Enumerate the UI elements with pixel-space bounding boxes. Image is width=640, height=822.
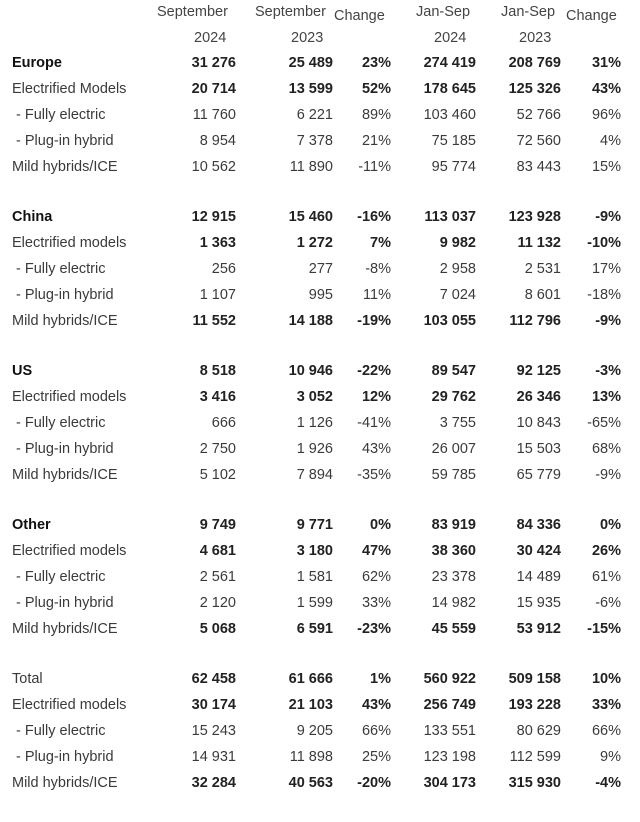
cell-change-ytd: 0% bbox=[600, 517, 621, 533]
table-row bbox=[0, 257, 640, 281]
cell-change-month: -11% bbox=[358, 159, 391, 175]
cell-jansep-2024: 26 007 bbox=[431, 441, 476, 457]
table-row bbox=[0, 155, 640, 179]
table-row bbox=[0, 565, 640, 589]
cell-change-ytd: 15% bbox=[591, 159, 621, 175]
cell-jansep-2023: 52 766 bbox=[516, 107, 561, 123]
cell-jansep-2023: 83 443 bbox=[516, 159, 561, 175]
cell-jansep-2023: 65 779 bbox=[516, 467, 561, 483]
cell-change-ytd: 13% bbox=[591, 389, 621, 405]
cell-sep-2023: 1 126 bbox=[296, 415, 333, 431]
row-label: - Fully electric bbox=[12, 107, 106, 123]
table-row bbox=[0, 771, 640, 795]
cell-change-ytd: 33% bbox=[591, 697, 621, 713]
cell-sep-2023: 1 599 bbox=[296, 595, 333, 611]
cell-jansep-2024: 89 547 bbox=[431, 363, 476, 379]
table-row bbox=[0, 693, 640, 717]
row-label: Electrified models bbox=[12, 235, 127, 251]
cell-change-month: 7% bbox=[370, 235, 391, 251]
cell-sep-2024: 11 760 bbox=[192, 107, 236, 123]
cell-sep-2023: 40 563 bbox=[288, 775, 333, 791]
cell-jansep-2023: 72 560 bbox=[516, 133, 561, 149]
table-row bbox=[0, 231, 640, 255]
cell-jansep-2024: 103 460 bbox=[423, 107, 476, 123]
table-row bbox=[0, 591, 640, 615]
cell-jansep-2023: 315 930 bbox=[508, 775, 561, 791]
row-label: - Fully electric bbox=[12, 723, 106, 739]
cell-jansep-2023: 53 912 bbox=[516, 621, 561, 637]
cell-change-month: 43% bbox=[361, 697, 391, 713]
cell-change-month: -41% bbox=[357, 415, 391, 431]
cell-sep-2023: 9 771 bbox=[296, 517, 333, 533]
cell-change-ytd: 9% bbox=[600, 749, 621, 765]
cell-sep-2023: 3 180 bbox=[296, 543, 333, 559]
cell-jansep-2024: 59 785 bbox=[431, 467, 476, 483]
cell-sep-2023: 1 581 bbox=[296, 569, 333, 585]
header-change-month: Change bbox=[334, 8, 385, 24]
cell-sep-2023: 14 188 bbox=[288, 313, 333, 329]
cell-jansep-2023: 125 326 bbox=[508, 81, 561, 97]
cell-sep-2024: 10 562 bbox=[191, 159, 236, 175]
cell-jansep-2024: 133 551 bbox=[423, 723, 476, 739]
cell-jansep-2023: 26 346 bbox=[516, 389, 561, 405]
row-label: - Fully electric bbox=[12, 415, 106, 431]
row-label: China bbox=[12, 209, 53, 225]
cell-jansep-2024: 14 982 bbox=[431, 595, 476, 611]
cell-jansep-2024: 178 645 bbox=[423, 81, 476, 97]
cell-sep-2023: 7 378 bbox=[296, 133, 333, 149]
row-label: Mild hybrids/ICE bbox=[12, 621, 118, 637]
row-label: Mild hybrids/ICE bbox=[12, 467, 118, 483]
cell-change-month: -16% bbox=[357, 209, 391, 225]
cell-jansep-2023: 193 228 bbox=[508, 697, 561, 713]
table-row bbox=[0, 437, 640, 461]
cell-jansep-2023: 84 336 bbox=[516, 517, 561, 533]
cell-jansep-2023: 80 629 bbox=[516, 723, 561, 739]
cell-jansep-2024: 274 419 bbox=[423, 55, 476, 71]
cell-sep-2024: 9 749 bbox=[199, 517, 236, 533]
cell-sep-2024: 1 107 bbox=[199, 287, 236, 303]
cell-change-ytd: -6% bbox=[595, 595, 621, 611]
table-row bbox=[0, 309, 640, 333]
header-september-2023: September bbox=[255, 4, 326, 20]
cell-change-month: 11% bbox=[363, 287, 391, 303]
cell-sep-2023: 61 666 bbox=[288, 671, 333, 687]
cell-change-ytd: 26% bbox=[591, 543, 621, 559]
cell-sep-2023: 10 946 bbox=[288, 363, 333, 379]
table-row bbox=[0, 283, 640, 307]
cell-change-month: -35% bbox=[357, 467, 391, 483]
row-label: Mild hybrids/ICE bbox=[12, 159, 118, 175]
cell-change-month: -20% bbox=[357, 775, 391, 791]
cell-change-month: -22% bbox=[357, 363, 391, 379]
cell-sep-2024: 2 750 bbox=[199, 441, 236, 457]
cell-jansep-2024: 113 037 bbox=[424, 209, 476, 225]
cell-change-ytd: 61% bbox=[591, 569, 621, 585]
cell-change-ytd: -65% bbox=[587, 415, 621, 431]
cell-change-month: -8% bbox=[365, 261, 391, 277]
cell-change-month: 52% bbox=[361, 81, 391, 97]
header-change-ytd: Change bbox=[566, 8, 617, 24]
table-row bbox=[0, 77, 640, 101]
cell-jansep-2023: 112 796 bbox=[509, 313, 561, 329]
table-row bbox=[0, 745, 640, 769]
cell-change-ytd: -18% bbox=[587, 287, 621, 303]
cell-sep-2024: 62 458 bbox=[191, 671, 236, 687]
header-september-2024: September bbox=[157, 4, 228, 20]
cell-change-ytd: 96% bbox=[591, 107, 621, 123]
cell-sep-2023: 7 894 bbox=[296, 467, 333, 483]
cell-sep-2023: 6 591 bbox=[296, 621, 333, 637]
cell-change-ytd: -9% bbox=[595, 209, 621, 225]
cell-jansep-2024: 83 919 bbox=[431, 517, 476, 533]
cell-sep-2024: 5 068 bbox=[199, 621, 236, 637]
cell-change-month: 21% bbox=[361, 133, 391, 149]
cell-sep-2024: 20 714 bbox=[191, 81, 236, 97]
cell-jansep-2023: 15 503 bbox=[516, 441, 561, 457]
cell-change-ytd: -9% bbox=[595, 467, 621, 483]
cell-change-ytd: 43% bbox=[591, 81, 621, 97]
row-label: - Fully electric bbox=[12, 261, 106, 277]
cell-sep-2024: 4 681 bbox=[199, 543, 236, 559]
cell-change-month: 25% bbox=[361, 749, 391, 765]
cell-change-ytd: -10% bbox=[587, 235, 621, 251]
table-row bbox=[0, 667, 640, 691]
cell-change-month: 47% bbox=[361, 543, 391, 559]
table-row bbox=[0, 719, 640, 743]
cell-change-ytd: 17% bbox=[591, 261, 621, 277]
cell-jansep-2024: 2 958 bbox=[439, 261, 476, 277]
row-label: - Plug-in hybrid bbox=[12, 287, 114, 303]
cell-change-ytd: 10% bbox=[591, 671, 621, 687]
cell-sep-2024: 30 174 bbox=[191, 697, 236, 713]
cell-sep-2024: 11 552 bbox=[192, 313, 236, 329]
cell-sep-2023: 1 272 bbox=[296, 235, 333, 251]
cell-change-month: 66% bbox=[361, 723, 391, 739]
cell-change-month: 1% bbox=[370, 671, 391, 687]
table-row bbox=[0, 359, 640, 383]
cell-change-month: 43% bbox=[361, 441, 391, 457]
cell-change-ytd: -4% bbox=[595, 775, 621, 791]
cell-jansep-2023: 208 769 bbox=[508, 55, 561, 71]
row-label: - Plug-in hybrid bbox=[12, 749, 114, 765]
cell-sep-2024: 15 243 bbox=[191, 723, 236, 739]
cell-jansep-2024: 45 559 bbox=[431, 621, 476, 637]
row-label: Electrified Models bbox=[12, 81, 127, 97]
cell-change-month: 33% bbox=[361, 595, 391, 611]
row-label: Electrified models bbox=[12, 543, 127, 559]
cell-sep-2024: 256 bbox=[211, 261, 236, 277]
cell-change-ytd: -3% bbox=[595, 363, 621, 379]
cell-sep-2023: 9 205 bbox=[296, 723, 333, 739]
cell-sep-2024: 1 363 bbox=[199, 235, 236, 251]
row-label: Other bbox=[12, 517, 51, 533]
cell-jansep-2024: 7 024 bbox=[439, 287, 476, 303]
cell-jansep-2024: 75 185 bbox=[431, 133, 476, 149]
cell-jansep-2024: 123 198 bbox=[423, 749, 476, 765]
cell-sep-2023: 6 221 bbox=[296, 107, 333, 123]
cell-change-ytd: -9% bbox=[595, 313, 621, 329]
cell-sep-2024: 666 bbox=[211, 415, 236, 431]
cell-jansep-2023: 509 158 bbox=[508, 671, 561, 687]
cell-sep-2024: 8 954 bbox=[199, 133, 236, 149]
cell-change-ytd: 68% bbox=[591, 441, 621, 457]
cell-jansep-2023: 123 928 bbox=[508, 209, 561, 225]
cell-sep-2023: 277 bbox=[308, 261, 333, 277]
cell-sep-2023: 995 bbox=[308, 287, 333, 303]
row-label: Total bbox=[12, 671, 43, 687]
cell-change-ytd: 4% bbox=[600, 133, 621, 149]
cell-sep-2024: 2 120 bbox=[199, 595, 236, 611]
cell-change-ytd: -15% bbox=[587, 621, 621, 637]
cell-jansep-2024: 304 173 bbox=[423, 775, 476, 791]
table-row bbox=[0, 103, 640, 127]
table-row bbox=[0, 385, 640, 409]
table-row bbox=[0, 205, 640, 229]
cell-sep-2024: 12 915 bbox=[191, 209, 236, 225]
cell-jansep-2023: 14 489 bbox=[516, 569, 561, 585]
cell-change-month: 0% bbox=[370, 517, 391, 533]
cell-sep-2024: 8 518 bbox=[199, 363, 236, 379]
cell-jansep-2023: 112 599 bbox=[509, 749, 561, 765]
cell-jansep-2024: 3 755 bbox=[439, 415, 476, 431]
cell-jansep-2023: 8 601 bbox=[524, 287, 561, 303]
cell-sep-2023: 25 489 bbox=[288, 55, 333, 71]
cell-jansep-2024: 256 749 bbox=[423, 697, 476, 713]
row-label: Mild hybrids/ICE bbox=[12, 775, 118, 791]
cell-sep-2023: 15 460 bbox=[288, 209, 333, 225]
cell-change-ytd: 31% bbox=[591, 55, 621, 71]
cell-sep-2023: 13 599 bbox=[288, 81, 333, 97]
cell-change-month: 89% bbox=[361, 107, 391, 123]
cell-change-month: 62% bbox=[361, 569, 391, 585]
table-row bbox=[0, 617, 640, 641]
row-label: - Fully electric bbox=[12, 569, 106, 585]
cell-sep-2023: 1 926 bbox=[296, 441, 333, 457]
cell-sep-2023: 11 890 bbox=[289, 159, 333, 175]
row-label: - Plug-in hybrid bbox=[12, 595, 114, 611]
header-year-2024: 2024 bbox=[194, 30, 227, 46]
cell-jansep-2024: 38 360 bbox=[431, 543, 476, 559]
cell-change-month: 23% bbox=[361, 55, 391, 71]
cell-sep-2023: 11 898 bbox=[289, 749, 333, 765]
table-row bbox=[0, 411, 640, 435]
cell-jansep-2024: 9 982 bbox=[439, 235, 476, 251]
header-year-2024b: 2024 bbox=[434, 30, 467, 46]
cell-sep-2024: 32 284 bbox=[191, 775, 236, 791]
cell-jansep-2023: 2 531 bbox=[524, 261, 561, 277]
cell-change-month: -19% bbox=[357, 313, 391, 329]
table-row bbox=[0, 513, 640, 537]
row-label: - Plug-in hybrid bbox=[12, 133, 114, 149]
header-jansep-2024: Jan-Sep bbox=[416, 4, 471, 20]
cell-jansep-2024: 29 762 bbox=[431, 389, 476, 405]
cell-jansep-2023: 92 125 bbox=[516, 363, 561, 379]
cell-jansep-2024: 103 055 bbox=[423, 313, 476, 329]
row-label: Europe bbox=[12, 55, 62, 71]
cell-jansep-2024: 95 774 bbox=[431, 159, 476, 175]
cell-jansep-2023: 15 935 bbox=[516, 595, 561, 611]
row-label: US bbox=[12, 363, 33, 379]
cell-jansep-2024: 23 378 bbox=[431, 569, 476, 585]
table-row bbox=[0, 539, 640, 563]
cell-jansep-2023: 30 424 bbox=[516, 543, 561, 559]
cell-sep-2024: 5 102 bbox=[199, 467, 236, 483]
cell-change-month: 12% bbox=[361, 389, 391, 405]
row-label: Electrified models bbox=[12, 389, 127, 405]
table-row bbox=[0, 463, 640, 487]
cell-jansep-2023: 11 132 bbox=[517, 235, 561, 251]
header-year-2023: 2023 bbox=[291, 30, 324, 46]
header-year-2023b: 2023 bbox=[519, 30, 552, 46]
row-label: - Plug-in hybrid bbox=[12, 441, 114, 457]
cell-sep-2023: 3 052 bbox=[296, 389, 333, 405]
cell-sep-2024: 31 276 bbox=[191, 55, 236, 71]
row-label: Electrified models bbox=[12, 697, 127, 713]
cell-jansep-2023: 10 843 bbox=[516, 415, 561, 431]
cell-sep-2023: 21 103 bbox=[288, 697, 333, 713]
cell-jansep-2024: 560 922 bbox=[423, 671, 476, 687]
cell-change-month: -23% bbox=[357, 621, 391, 637]
table-row bbox=[0, 129, 640, 153]
cell-sep-2024: 14 931 bbox=[191, 749, 236, 765]
header-jansep-2023: Jan-Sep bbox=[501, 4, 556, 20]
row-label: Mild hybrids/ICE bbox=[12, 313, 118, 329]
table-row bbox=[0, 51, 640, 75]
cell-sep-2024: 2 561 bbox=[199, 569, 236, 585]
cell-change-ytd: 66% bbox=[591, 723, 621, 739]
cell-sep-2024: 3 416 bbox=[199, 389, 236, 405]
